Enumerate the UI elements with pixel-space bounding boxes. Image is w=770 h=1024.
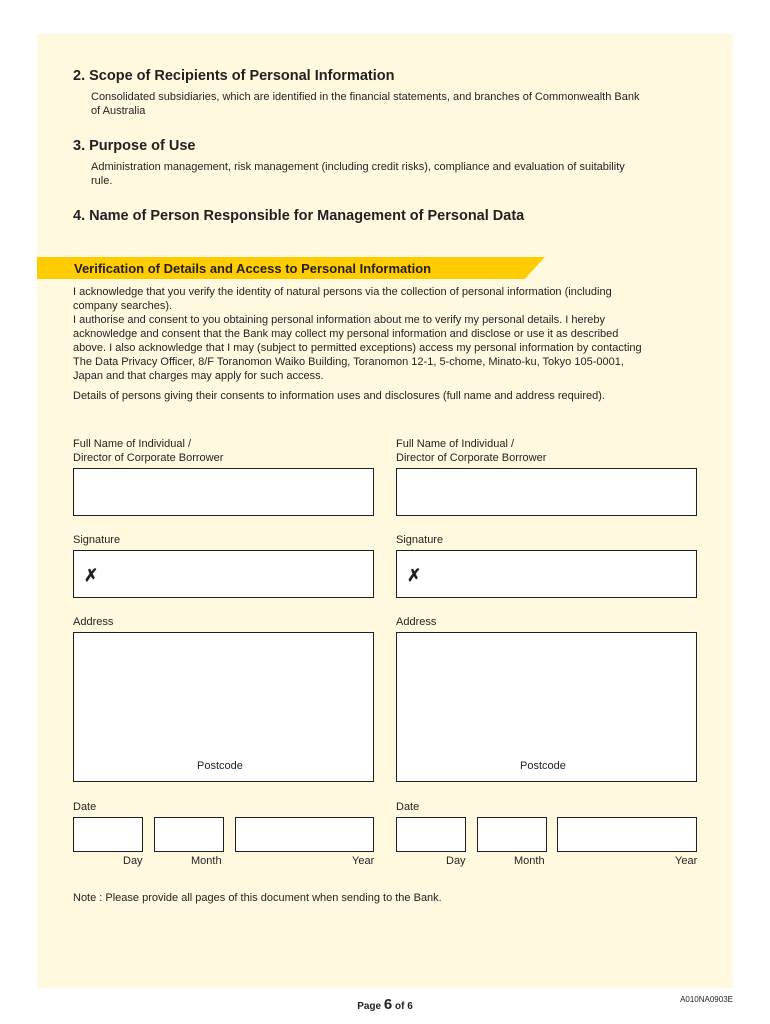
section-4-title: 4. Name of Person Responsible for Management of Personal Data [73, 208, 525, 224]
month-label: Month [514, 855, 545, 867]
date-label: Date [73, 801, 97, 813]
verification-line: I acknowledge that you verify the identity of natural persons via the collection of personal information (including [73, 286, 612, 298]
verification-line: above. I also acknowledge that I may (subject to permitted exceptions) access my personal information by contacting [73, 342, 642, 354]
page-of: of 6 [395, 1001, 413, 1012]
date-day-field-2[interactable] [396, 817, 466, 852]
year-label: Year [352, 855, 375, 867]
day-label: Day [123, 855, 143, 867]
document-code: A010NA0903E [680, 995, 733, 1004]
signature-label: Signature [396, 534, 444, 546]
section-2-line-2: of Australia [91, 105, 146, 117]
page-current: 6 [383, 996, 393, 1013]
verification-line: company searches). [73, 300, 173, 312]
full-name-field-1[interactable] [73, 468, 374, 516]
section-3-line-2: rule. [91, 175, 113, 187]
date-month-field-2[interactable] [477, 817, 547, 852]
full-name-label-line-2: Director of Corporate Borrower [73, 452, 224, 464]
full-name-label-line-1: Full Name of Individual / [396, 438, 514, 450]
date-year-field-1[interactable] [235, 817, 374, 852]
page-number [0, 996, 770, 1013]
postcode-label: Postcode [197, 760, 243, 772]
date-day-field-1[interactable] [73, 817, 143, 852]
year-label: Year [675, 855, 698, 867]
postcode-label: Postcode [520, 760, 566, 772]
note-text: Note : Please provide all pages of this document when sending to the Bank. [73, 892, 442, 904]
verification-line: The Data Privacy Officer, 8/F Toranomon Waiko Building, Toranomon 12-1, 5-chome, Minato-ku, Tokyo 105-0001, [73, 356, 624, 368]
section-3-line-1: Administration management, risk management (including credit risks), compliance and evaluation of suitability [91, 161, 625, 173]
signature-field-2[interactable] [396, 550, 697, 598]
date-year-field-2[interactable] [557, 817, 697, 852]
verification-heading: Verification of Details and Access to Personal Information [74, 261, 432, 276]
day-label: Day [446, 855, 466, 867]
verification-line: Japan and that charges may apply for such access. [73, 370, 324, 382]
page-word: Page [357, 1001, 382, 1012]
date-month-field-1[interactable] [154, 817, 224, 852]
address-label: Address [73, 616, 114, 628]
signature-label: Signature [73, 534, 121, 546]
month-label: Month [191, 855, 222, 867]
full-name-field-2[interactable] [396, 468, 697, 516]
section-3-title: 3. Purpose of Use [73, 138, 196, 154]
section-2-title: 2. Scope of Recipients of Personal Information [73, 68, 395, 84]
address-label: Address [396, 616, 437, 628]
verification-details: Details of persons giving their consents to information uses and disclosures (full name and address required). [73, 390, 605, 402]
signature-mark-1: ✗ [84, 566, 99, 585]
signature-mark-2: ✗ [407, 566, 422, 585]
full-name-label-line-2: Director of Corporate Borrower [396, 452, 547, 464]
signature-field-1[interactable] [73, 550, 374, 598]
verification-line: I authorise and consent to you obtaining personal information about me to verify my personal details. I hereby [73, 314, 605, 326]
verification-line: acknowledge and consent that the Bank may collect my personal information and disclose or use it as described [73, 328, 619, 340]
full-name-label-line-1: Full Name of Individual / [73, 438, 191, 450]
section-2-line-1: Consolidated subsidiaries, which are identified in the financial statements, and branches of Commonwealth Bank [91, 91, 640, 103]
date-label: Date [396, 801, 420, 813]
